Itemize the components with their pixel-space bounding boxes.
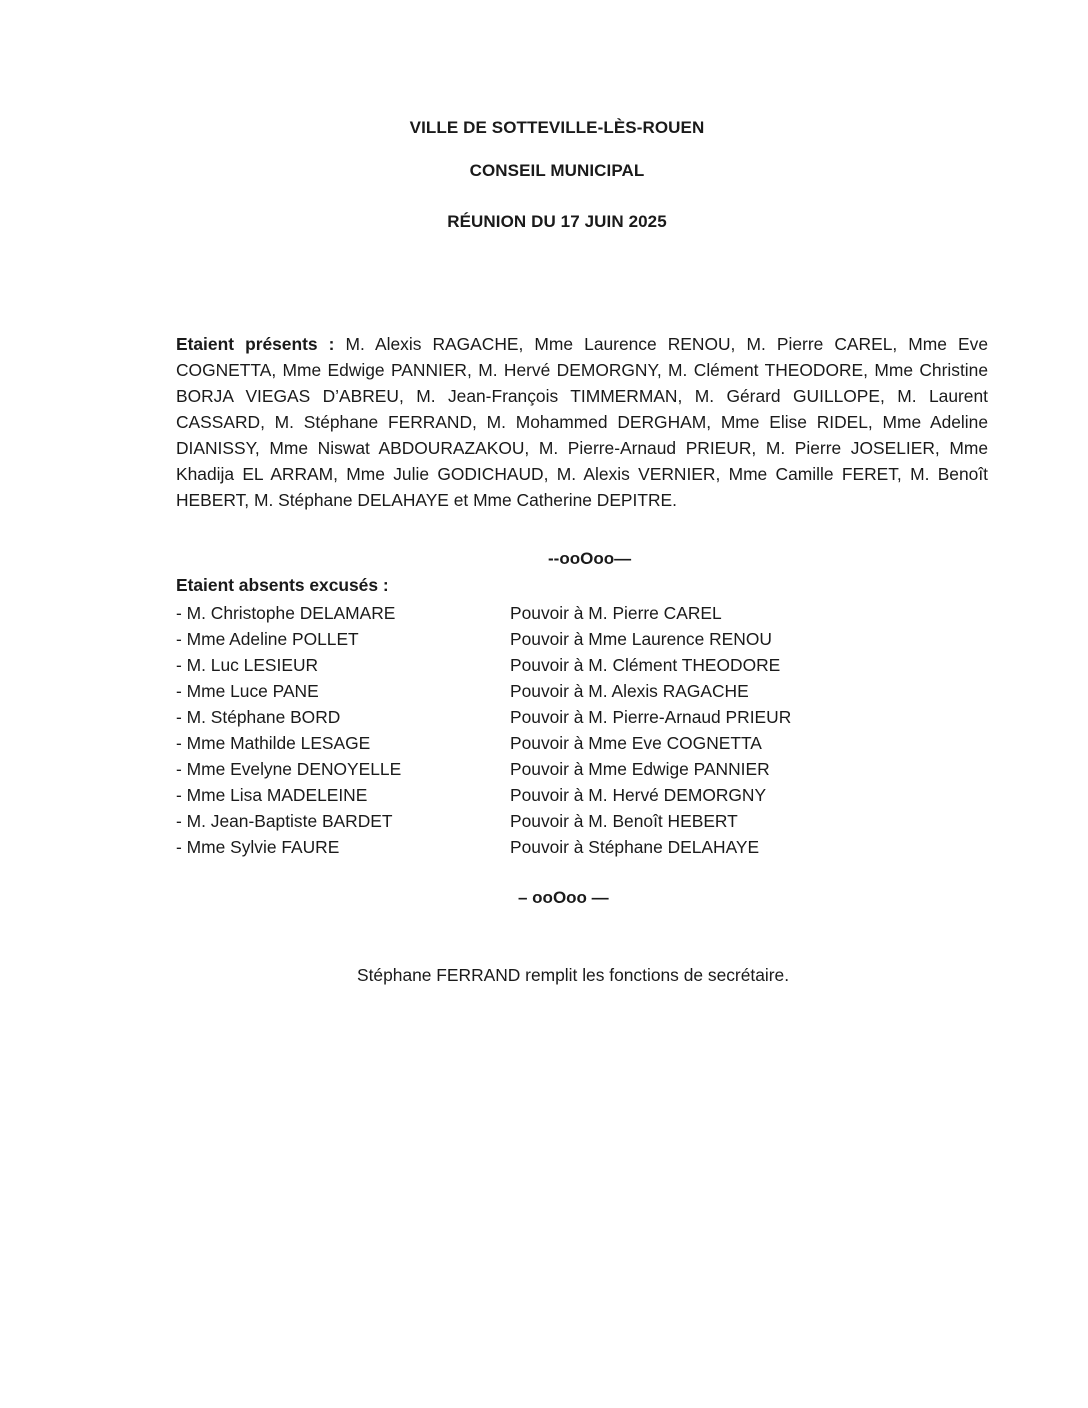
absentee-row	[176, 782, 976, 808]
absentee-name: - Mme Sylvie FAURE	[176, 837, 340, 857]
council-heading: CONSEIL MUNICIPAL	[469, 161, 645, 180]
proxy-holder: Pouvoir à M. Benoît HEBERT	[510, 811, 738, 831]
proxy-holder: Pouvoir à Mme Eve COGNETTA	[510, 733, 762, 753]
absentees-label: Etaient absents excusés :	[176, 575, 389, 595]
proxy-holder: Pouvoir à M. Pierre CAREL	[510, 603, 722, 623]
absentees-list	[176, 600, 976, 860]
absentee-row	[176, 730, 976, 756]
absentee-row	[176, 652, 976, 678]
proxy-holder: Pouvoir à Mme Laurence RENOU	[510, 629, 772, 649]
attendees-paragraph	[176, 331, 988, 513]
absentee-row	[176, 678, 976, 704]
absentee-row	[176, 834, 976, 860]
absentee-name: - Mme Lisa MADELEINE	[176, 785, 368, 805]
absentee-name: - M. Luc LESIEUR	[176, 655, 319, 675]
absentee-row	[176, 704, 976, 730]
absentee-name: - Mme Evelyne DENOYELLE	[176, 759, 402, 779]
attendees-label: Etaient présents :	[176, 334, 335, 355]
absentee-name: - M. Christophe DELAMARE	[176, 603, 396, 623]
proxy-holder: Pouvoir à M. Hervé DEMORGNY	[510, 785, 767, 805]
proxy-holder: Pouvoir à Stéphane DELAHAYE	[510, 837, 760, 857]
absentee-name: - Mme Mathilde LESAGE	[176, 733, 371, 753]
proxy-holder: Pouvoir à M. Pierre-Arnaud PRIEUR	[510, 707, 792, 727]
absentee-row	[176, 600, 976, 626]
meeting-date-heading: RÉUNION DU 17 JUIN 2025	[447, 212, 667, 231]
city-heading: VILLE DE SOTTEVILLE-LÈS-ROUEN	[409, 118, 705, 137]
absentee-row	[176, 756, 976, 782]
proxy-holder: Pouvoir à Mme Edwige PANNIER	[510, 759, 770, 779]
separator-1: --ooOoo—	[548, 549, 632, 568]
absentee-name: - Mme Luce PANE	[176, 681, 319, 701]
attendees-list: M. Alexis RAGACHE, Mme Laurence RENOU, M. Pierre CAREL, Mme Eve COGNETTA, Mme Edwige PANNIER, M. Hervé DEMORGNY, M. Clément THEODORE, Mme Christine BORJA VIEGAS D’ABREU, M. Jean-François TIMMERMAN, M. Gérard GUILLOPE, M. Laurent CASSARD, M. Stéphane FERRAND, M. Mohammed DERGHAM, Mme Elise RIDEL, Mme Adeline DIANISSY, Mme Niswat ABDOURAZAKOU, M. Pierre-Arnaud PRIEUR, M. Pierre JOSELIER, Mme Khadija EL ARRAM, Mme Julie GODICHAUD, M. Alexis VERNIER, Mme Camille FERET, M. Benoît HEBERT, M. Stéphane DELAHAYE et Mme Catherine DEPITRE.	[176, 334, 988, 511]
absentee-name: - M. Jean-Baptiste BARDET	[176, 811, 393, 831]
proxy-holder: Pouvoir à M. Clément THEODORE	[510, 655, 781, 675]
secretary-statement: Stéphane FERRAND remplit les fonctions de secrétaire.	[357, 965, 790, 985]
absentee-name: - Mme Adeline POLLET	[176, 629, 359, 649]
proxy-holder: Pouvoir à M. Alexis RAGACHE	[510, 681, 749, 701]
absentee-row	[176, 808, 976, 834]
separator-2: – ooOoo —	[518, 888, 609, 907]
absentee-row	[176, 626, 976, 652]
absentee-name: - M. Stéphane BORD	[176, 707, 341, 727]
